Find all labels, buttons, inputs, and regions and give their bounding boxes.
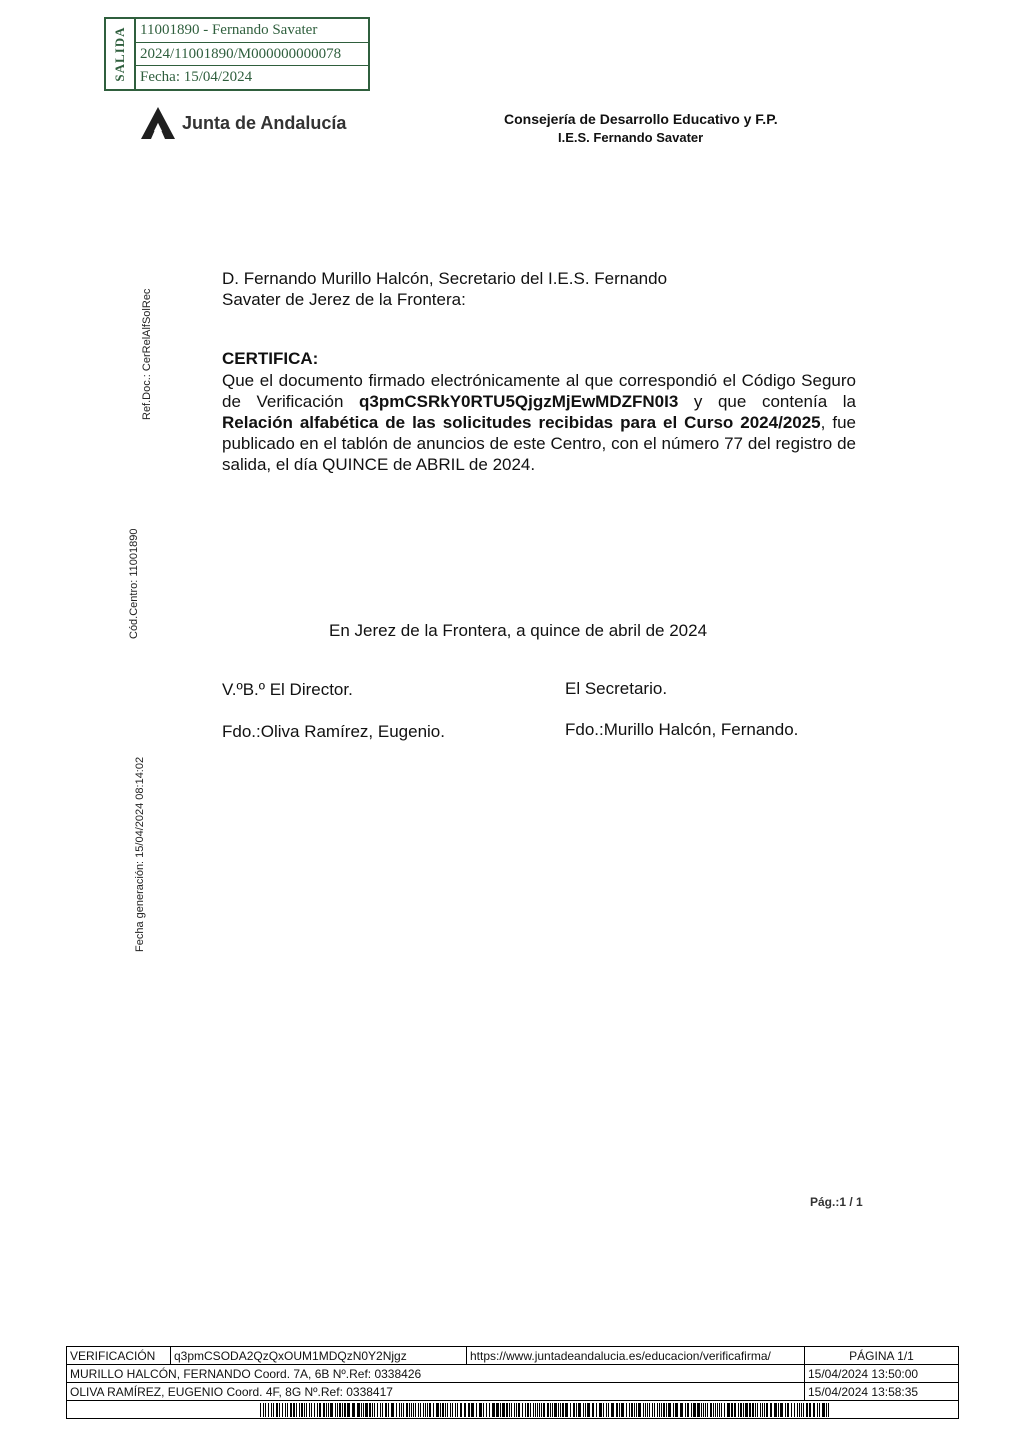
ref-doc-side: Ref.Doc.: CerRelAlfSolRec: [141, 288, 153, 420]
barcode-row: [67, 1401, 959, 1419]
verification-row: [67, 1347, 959, 1365]
junta-andalucia-logo-icon: [140, 106, 176, 140]
intro-line-2: Savater de Jerez de la Frontera:: [222, 290, 466, 309]
barcode-cell: [67, 1401, 959, 1419]
page-number: Pág.:1 / 1: [810, 1195, 863, 1209]
stamp-line-2: 2024/11001890/M000000000078: [136, 43, 368, 67]
csv-code: q3pmCSRkY0RTU5QjgzMjEwMDZFN0I3: [359, 392, 679, 411]
signer-row: [67, 1365, 959, 1383]
secretary-role: El Secretario.: [565, 679, 668, 698]
verification-page: PÁGINA 1/1: [805, 1347, 959, 1365]
stamp-line-1: 11001890 - Fernando Savater: [136, 19, 368, 43]
signer-row: [67, 1383, 959, 1401]
barcode-icon: [260, 1403, 832, 1417]
certification-paragraph: [222, 370, 856, 475]
registry-stamp: [104, 17, 370, 91]
cod-centro-side: Cód.Centro: 11001890: [128, 528, 140, 639]
consejeria-title: Consejería de Desarrollo Educativo y F.P.: [504, 111, 778, 127]
verification-label: VERIFICACIÓN: [67, 1347, 171, 1365]
cert-text-3: , fue publicado en el tablón de anuncios de este Centro, con el número 77 del registro de salida, el día QUINCE de ABRIL de 2024.: [222, 413, 856, 474]
cert-text-2: y que contenía la: [678, 392, 856, 411]
verification-table: [66, 1346, 959, 1419]
verification-code: q3pmCSODA2QzQxOUM1MDQzN0Y2Njgz: [171, 1347, 467, 1365]
intro-paragraph: [222, 268, 856, 310]
certifica-heading: CERTIFICA:: [222, 349, 319, 368]
verification-url[interactable]: https://www.juntadeandalucia.es/educacion/verificafirma/: [467, 1347, 805, 1365]
director-role: V.ºB.º El Director.: [222, 680, 353, 699]
centro-title: I.E.S. Fernando Savater: [558, 130, 704, 145]
signer-date: 15/04/2024 13:50:00: [805, 1365, 959, 1383]
signer-date: 15/04/2024 13:58:35: [805, 1383, 959, 1401]
secretary-name: Fdo.:Murillo Halcón, Fernando.: [565, 720, 799, 739]
fecha-generacion-side: Fecha generación: 15/04/2024 08:14:02: [134, 756, 146, 952]
stamp-rows: [136, 19, 368, 89]
intro-line-1: D. Fernando Murillo Halcón, Secretario del I.E.S. Fernando: [222, 269, 668, 288]
stamp-side-label: SALIDA: [112, 26, 127, 82]
stamp-line-3: Fecha: 15/04/2024: [140, 69, 253, 86]
cert-text-1: Que el documento firmado electrónicamente al que correspondió el Código Seguro de Verificación: [222, 371, 856, 411]
junta-logo: [140, 106, 346, 140]
logo-text: Junta de Andalucía: [182, 112, 347, 133]
document-title: Relación alfabética de las solicitudes recibidas para el Curso 2024/2025: [222, 413, 821, 432]
place-date: En Jerez de la Frontera, a quince de abril de 2024: [329, 621, 708, 640]
signer-name: MURILLO HALCÓN, FERNANDO Coord. 7A, 6B Nº.Ref: 0338426: [67, 1365, 805, 1383]
signer-name: OLIVA RAMÍREZ, EUGENIO Coord. 4F, 8G Nº.Ref: 0338417: [67, 1383, 805, 1401]
stamp-side: [106, 19, 136, 89]
director-name: Fdo.:Oliva Ramírez, Eugenio.: [222, 722, 445, 741]
